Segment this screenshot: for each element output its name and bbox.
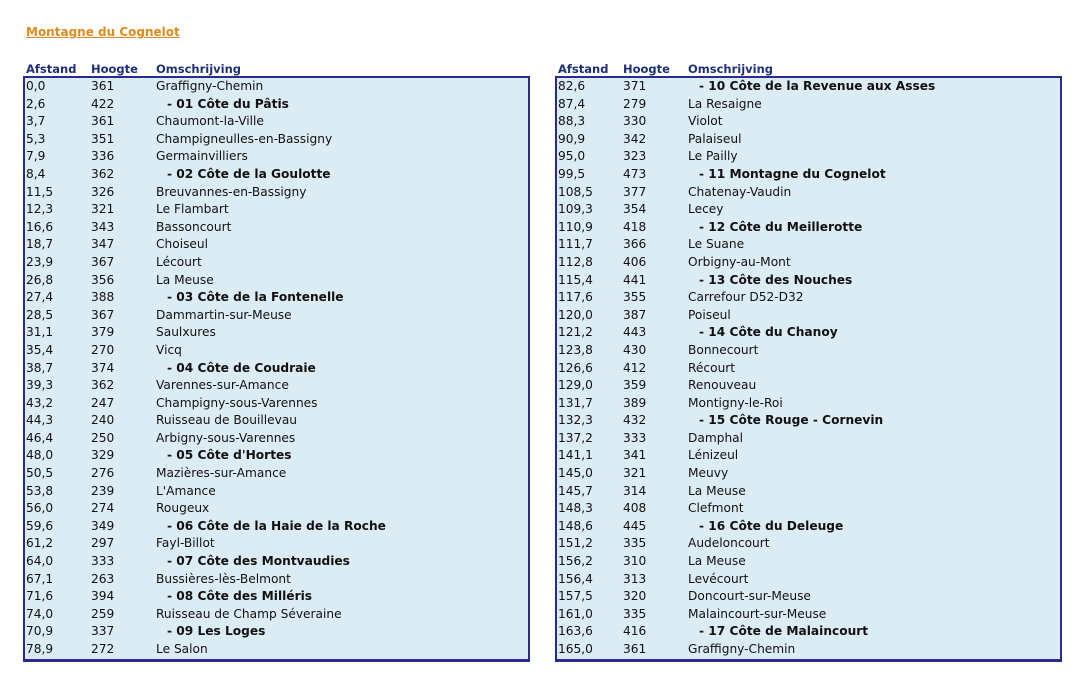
cell-omschrijving: - 10 Côte de la Revenue aux Asses	[699, 79, 936, 93]
cell-hoogte: 333	[623, 430, 647, 445]
header-afstand: Afstand	[558, 62, 609, 76]
cell-afstand: 88,3	[558, 114, 586, 129]
cell-omschrijving: Orbigny-au-Mont	[688, 254, 791, 269]
cell-omschrijving: - 17 Côte de Malaincourt	[699, 624, 869, 639]
cell-hoogte: 361	[91, 114, 115, 129]
cell-hoogte: 333	[91, 554, 115, 569]
cell-hoogte: 412	[623, 360, 647, 375]
cell-afstand: 11,5	[26, 184, 54, 199]
table-row	[25, 219, 528, 237]
cell-omschrijving: Doncourt-sur-Meuse	[688, 589, 811, 604]
cell-omschrijving: Choiseul	[156, 237, 209, 252]
table-row	[557, 483, 1060, 501]
cell-hoogte: 432	[623, 413, 647, 428]
cell-omschrijving: - 16 Côte du Deleuge	[699, 518, 844, 533]
cell-afstand: 43,2	[26, 395, 54, 410]
cell-afstand: 163,6	[558, 624, 593, 639]
cell-afstand: 148,6	[558, 518, 593, 533]
table-row	[557, 78, 1060, 96]
cell-afstand: 165,0	[558, 642, 593, 656]
cell-omschrijving: Rougeux	[156, 501, 210, 516]
cell-afstand: 18,7	[26, 237, 54, 252]
cell-afstand: 82,6	[558, 79, 586, 93]
table-row	[25, 377, 528, 395]
cell-afstand: 151,2	[558, 536, 593, 551]
cell-omschrijving: La Resaigne	[688, 96, 762, 111]
cell-afstand: 31,1	[26, 325, 54, 340]
cell-afstand: 56,0	[26, 501, 54, 516]
cell-omschrijving: - 01 Côte du Pâtis	[167, 96, 289, 111]
cell-omschrijving: Lénizeul	[688, 448, 739, 463]
table-row	[25, 588, 528, 606]
cell-omschrijving: - 07 Côte des Montvaudies	[167, 554, 350, 569]
cell-omschrijving: Le Pailly	[688, 149, 738, 164]
table-row	[25, 553, 528, 571]
table-row	[25, 465, 528, 483]
cell-afstand: 7,9	[26, 149, 46, 164]
cell-afstand: 39,3	[26, 378, 54, 393]
table-row	[557, 412, 1060, 430]
cell-omschrijving: Renouveau	[688, 378, 757, 393]
cell-omschrijving: Montigny-le-Roi	[688, 395, 783, 410]
cell-omschrijving: Ruisseau de Bouillevau	[156, 413, 298, 428]
table-row	[25, 131, 528, 149]
cell-omschrijving: La Meuse	[156, 272, 214, 287]
table-row	[25, 412, 528, 430]
cell-hoogte: 441	[623, 272, 647, 287]
cell-hoogte: 347	[91, 237, 115, 252]
table-row	[25, 571, 528, 589]
cell-afstand: 3,7	[26, 114, 46, 129]
cell-afstand: 74,0	[26, 606, 54, 621]
cell-afstand: 70,9	[26, 624, 54, 639]
table-row	[25, 96, 528, 114]
table-row	[557, 148, 1060, 166]
table-row	[557, 254, 1060, 272]
cell-hoogte: 359	[623, 378, 647, 393]
cell-afstand: 157,5	[558, 589, 593, 604]
cell-hoogte: 356	[91, 272, 115, 287]
cell-hoogte: 323	[623, 149, 647, 164]
cell-omschrijving: Champigneulles-en-Bassigny	[156, 131, 333, 146]
cell-afstand: 99,5	[558, 166, 586, 181]
cell-hoogte: 406	[623, 254, 647, 269]
cell-omschrijving: Fayl-Billot	[156, 536, 215, 551]
cell-hoogte: 355	[623, 290, 647, 305]
cell-afstand: 120,0	[558, 307, 593, 322]
table-row	[557, 623, 1060, 641]
cell-afstand: 109,3	[558, 202, 593, 217]
cell-omschrijving: Dammartin-sur-Meuse	[156, 307, 292, 322]
cell-hoogte: 250	[91, 430, 115, 445]
cell-omschrijving: Chatenay-Vaudin	[688, 184, 792, 199]
cell-hoogte: 263	[91, 571, 115, 586]
cell-hoogte: 388	[91, 290, 115, 305]
cell-omschrijving: Lécourt	[156, 254, 202, 269]
cell-hoogte: 379	[91, 325, 115, 340]
cell-omschrijving: Bussières-lès-Belmont	[156, 571, 291, 586]
header-hoogte: Hoogte	[91, 62, 138, 76]
header-afstand: Afstand	[26, 62, 77, 76]
table-row	[557, 535, 1060, 553]
table-row	[25, 324, 528, 342]
cell-afstand: 161,0	[558, 606, 593, 621]
cell-hoogte: 279	[623, 96, 647, 111]
cell-hoogte: 259	[91, 606, 115, 621]
cell-omschrijving: - 05 Côte d'Hortes	[167, 448, 292, 463]
cell-hoogte: 418	[623, 219, 647, 234]
cell-omschrijving: - 03 Côte de la Fontenelle	[167, 290, 344, 305]
cell-afstand: 50,5	[26, 466, 54, 481]
cell-afstand: 137,2	[558, 430, 593, 445]
cell-hoogte: 367	[91, 307, 115, 322]
cell-hoogte: 389	[623, 395, 647, 410]
cell-afstand: 145,7	[558, 483, 593, 498]
cell-hoogte: 394	[91, 589, 115, 604]
table-row	[25, 148, 528, 166]
cell-afstand: 129,0	[558, 378, 593, 393]
cell-afstand: 141,1	[558, 448, 593, 463]
cell-hoogte: 349	[91, 518, 115, 533]
cell-omschrijving: - 14 Côte du Chanoy	[699, 325, 838, 340]
cell-afstand: 112,8	[558, 254, 593, 269]
cell-omschrijving: Le Suane	[688, 237, 745, 252]
table-row	[557, 518, 1060, 536]
cell-hoogte: 276	[91, 466, 115, 481]
cell-omschrijving: - 08 Côte des Milléris	[167, 589, 313, 604]
table-row	[25, 342, 528, 360]
table-row	[557, 377, 1060, 395]
table-row	[557, 289, 1060, 307]
cell-hoogte: 473	[623, 166, 647, 181]
cell-omschrijving: Palaiseul	[688, 131, 742, 146]
table-row	[557, 201, 1060, 219]
table-row	[557, 236, 1060, 254]
cell-hoogte: 297	[91, 536, 115, 551]
cell-omschrijving: Clefmont	[688, 501, 744, 516]
cell-afstand: 95,0	[558, 149, 586, 164]
cell-hoogte: 361	[91, 79, 115, 93]
cell-afstand: 87,4	[558, 96, 586, 111]
cell-omschrijving: - 12 Côte du Meillerotte	[699, 219, 863, 234]
cell-afstand: 132,3	[558, 413, 593, 428]
table-row	[25, 236, 528, 254]
table-row	[557, 447, 1060, 465]
cell-omschrijving: Poiseul	[688, 307, 731, 322]
cell-hoogte: 335	[623, 606, 647, 621]
table-row	[557, 641, 1060, 659]
table-row	[557, 113, 1060, 131]
cell-omschrijving: Graffigny-Chemin	[688, 642, 796, 656]
cell-hoogte: 314	[623, 483, 647, 498]
table-row	[557, 606, 1060, 624]
table-row	[557, 571, 1060, 589]
cell-omschrijving: Vicq	[156, 342, 182, 357]
cell-hoogte: 443	[623, 325, 647, 340]
cell-afstand: 117,6	[558, 290, 593, 305]
table-row	[25, 166, 528, 184]
cell-omschrijving: Saulxures	[156, 325, 216, 340]
table-row	[557, 131, 1060, 149]
cell-afstand: 5,3	[26, 131, 46, 146]
cell-afstand: 78,9	[26, 642, 54, 656]
cell-omschrijving: - 15 Côte Rouge - Cornevin	[699, 413, 884, 428]
cell-omschrijving: Audeloncourt	[688, 536, 770, 551]
cell-afstand: 156,4	[558, 571, 593, 586]
cell-hoogte: 320	[623, 589, 647, 604]
table-row	[25, 201, 528, 219]
cell-hoogte: 247	[91, 395, 115, 410]
cell-afstand: 71,6	[26, 589, 54, 604]
cell-omschrijving: - 04 Côte de Coudraie	[167, 360, 316, 375]
route-table-right	[555, 61, 1062, 662]
cell-afstand: 131,7	[558, 395, 593, 410]
cell-afstand: 35,4	[26, 342, 54, 357]
cell-hoogte: 362	[91, 166, 115, 181]
cell-hoogte: 335	[623, 536, 647, 551]
table-row	[25, 483, 528, 501]
cell-omschrijving: Breuvannes-en-Bassigny	[156, 184, 307, 199]
cell-omschrijving: Lecey	[688, 202, 724, 217]
cell-omschrijving: Arbigny-sous-Varennes	[156, 430, 296, 445]
cell-hoogte: 422	[91, 96, 115, 111]
table-row	[25, 447, 528, 465]
table-row	[557, 430, 1060, 448]
cell-hoogte: 321	[623, 466, 647, 481]
table-row	[25, 641, 528, 659]
cell-hoogte: 341	[623, 448, 647, 463]
table-row	[557, 307, 1060, 325]
cell-hoogte: 313	[623, 571, 647, 586]
cell-afstand: 44,3	[26, 413, 54, 428]
cell-omschrijving: Meuvy	[688, 466, 729, 481]
table-row	[557, 465, 1060, 483]
table-row	[25, 254, 528, 272]
cell-hoogte: 408	[623, 501, 647, 516]
cell-afstand: 27,4	[26, 290, 54, 305]
cell-afstand: 59,6	[26, 518, 54, 533]
cell-omschrijving: Germainvilliers	[156, 149, 248, 164]
cell-hoogte: 351	[91, 131, 115, 146]
cell-omschrijving: Ruisseau de Champ Séveraine	[156, 606, 342, 621]
cell-afstand: 108,5	[558, 184, 593, 199]
cell-afstand: 145,0	[558, 466, 593, 481]
route-table-left	[23, 61, 530, 662]
cell-omschrijving: Carrefour D52-D32	[688, 290, 804, 305]
cell-afstand: 64,0	[26, 554, 54, 569]
table-header	[23, 61, 530, 76]
table-row	[557, 272, 1060, 290]
cell-hoogte: 343	[91, 219, 115, 234]
table-row	[25, 623, 528, 641]
cell-omschrijving: Chaumont-la-Ville	[156, 114, 264, 129]
cell-hoogte: 274	[91, 501, 115, 516]
table-row	[557, 588, 1060, 606]
table-row	[557, 342, 1060, 360]
cell-afstand: 46,4	[26, 430, 54, 445]
cell-afstand: 28,5	[26, 307, 54, 322]
table-row	[25, 430, 528, 448]
cell-omschrijving: Bonnecourt	[688, 342, 759, 357]
page-title: Montagne du Cognelot	[26, 25, 180, 39]
cell-hoogte: 272	[91, 642, 115, 656]
cell-afstand: 156,2	[558, 554, 593, 569]
cell-hoogte: 336	[91, 149, 115, 164]
cell-omschrijving: La Meuse	[688, 483, 746, 498]
cell-omschrijving: La Meuse	[688, 554, 746, 569]
cell-hoogte: 239	[91, 483, 115, 498]
cell-hoogte: 377	[623, 184, 647, 199]
table-row	[557, 360, 1060, 378]
cell-omschrijving: Le Flambart	[156, 202, 229, 217]
cell-afstand: 48,0	[26, 448, 54, 463]
cell-omschrijving: - 02 Côte de la Goulotte	[167, 166, 331, 181]
cell-afstand: 16,6	[26, 219, 54, 234]
cell-hoogte: 240	[91, 413, 115, 428]
header-hoogte: Hoogte	[623, 62, 670, 76]
cell-afstand: 111,7	[558, 237, 593, 252]
header-omschrijving: Omschrijving	[688, 62, 774, 76]
cell-hoogte: 321	[91, 202, 115, 217]
cell-omschrijving: Le Salon	[156, 642, 208, 656]
cell-hoogte: 387	[623, 307, 647, 322]
table-row	[557, 324, 1060, 342]
cell-afstand: 126,6	[558, 360, 593, 375]
cell-hoogte: 329	[91, 448, 115, 463]
cell-afstand: 110,9	[558, 219, 593, 234]
cell-omschrijving: - 11 Montagne du Cognelot	[699, 166, 886, 181]
cell-afstand: 8,4	[26, 166, 46, 181]
table-row	[25, 518, 528, 536]
cell-hoogte: 416	[623, 624, 647, 639]
cell-omschrijving: Malaincourt-sur-Meuse	[688, 606, 827, 621]
cell-omschrijving: - 06 Côte de la Haie de la Roche	[167, 518, 386, 533]
table-row	[557, 166, 1060, 184]
header-omschrijving: Omschrijving	[156, 62, 242, 76]
cell-omschrijving: - 09 Les Loges	[167, 624, 266, 639]
cell-omschrijving: Varennes-sur-Amance	[156, 378, 289, 393]
table-row	[25, 606, 528, 624]
cell-omschrijving: - 13 Côte des Nouches	[699, 272, 853, 287]
table-row	[25, 500, 528, 518]
table-row	[25, 113, 528, 131]
table-body	[555, 76, 1062, 662]
cell-afstand: 12,3	[26, 202, 54, 217]
cell-omschrijving: Damphal	[688, 430, 744, 445]
cell-omschrijving: Bassoncourt	[156, 219, 232, 234]
cell-afstand: 0,0	[26, 79, 46, 93]
cell-afstand: 23,9	[26, 254, 54, 269]
cell-omschrijving: Violot	[688, 114, 723, 129]
table-row	[25, 184, 528, 202]
cell-hoogte: 310	[623, 554, 647, 569]
table-row	[25, 272, 528, 290]
cell-afstand: 61,2	[26, 536, 54, 551]
table-header	[555, 61, 1062, 76]
cell-afstand: 90,9	[558, 131, 586, 146]
cell-omschrijving: Levécourt	[688, 571, 749, 586]
cell-afstand: 121,2	[558, 325, 593, 340]
cell-hoogte: 445	[623, 518, 647, 533]
table-row	[557, 184, 1060, 202]
cell-hoogte: 430	[623, 342, 647, 357]
cell-hoogte: 371	[623, 79, 647, 93]
table-row	[25, 395, 528, 413]
cell-afstand: 123,8	[558, 342, 593, 357]
cell-omschrijving: Graffigny-Chemin	[156, 79, 264, 93]
cell-afstand: 38,7	[26, 360, 54, 375]
table-row	[25, 535, 528, 553]
cell-hoogte: 366	[623, 237, 647, 252]
cell-afstand: 2,6	[26, 96, 46, 111]
cell-hoogte: 362	[91, 378, 115, 393]
table-row	[557, 500, 1060, 518]
cell-hoogte: 367	[91, 254, 115, 269]
cell-afstand: 26,8	[26, 272, 54, 287]
cell-afstand: 53,8	[26, 483, 54, 498]
cell-omschrijving: L'Amance	[156, 483, 216, 498]
cell-hoogte: 354	[623, 202, 647, 217]
table-row	[557, 96, 1060, 114]
cell-omschrijving: Récourt	[688, 360, 736, 375]
cell-omschrijving: Champigny-sous-Varennes	[156, 395, 318, 410]
cell-omschrijving: Mazières-sur-Amance	[156, 466, 287, 481]
cell-hoogte: 374	[91, 360, 115, 375]
cell-afstand: 148,3	[558, 501, 593, 516]
cell-hoogte: 342	[623, 131, 647, 146]
cell-hoogte: 270	[91, 342, 115, 357]
cell-hoogte: 330	[623, 114, 647, 129]
table-row	[557, 219, 1060, 237]
table-body	[23, 76, 530, 662]
cell-afstand: 115,4	[558, 272, 593, 287]
table-row	[25, 360, 528, 378]
table-row	[557, 553, 1060, 571]
table-row	[25, 78, 528, 96]
table-row	[557, 395, 1060, 413]
table-row	[25, 307, 528, 325]
table-row	[25, 289, 528, 307]
cell-hoogte: 326	[91, 184, 115, 199]
cell-hoogte: 361	[623, 642, 647, 656]
cell-afstand: 67,1	[26, 571, 54, 586]
cell-hoogte: 337	[91, 624, 115, 639]
